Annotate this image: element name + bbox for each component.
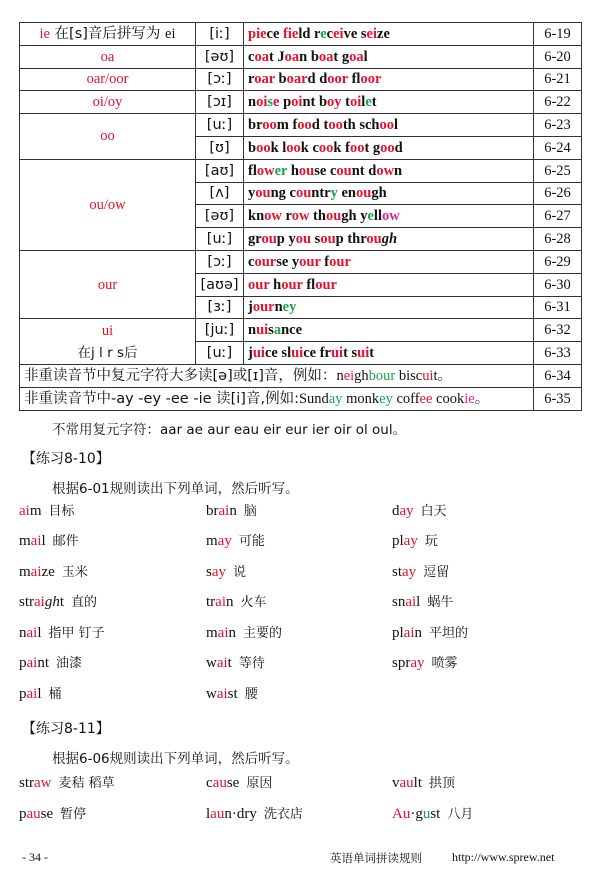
table-row — [20, 23, 582, 46]
rule-code: 6-21 — [534, 68, 582, 91]
table-row — [20, 364, 582, 387]
word-item: cause 原因 — [206, 775, 273, 791]
example-words-cell: know row though yellow — [244, 205, 534, 228]
rule-code: 6-20 — [534, 45, 582, 68]
rule-code: 6-34 — [534, 364, 582, 387]
example-words-cell: group you soup through — [244, 228, 534, 251]
example-words-cell: roar board door floor — [244, 68, 534, 91]
rule-code: 6-26 — [534, 182, 582, 205]
example-words-cell: flower house count down — [244, 159, 534, 182]
ipa-cell: [uː] — [196, 342, 244, 365]
table-row — [20, 387, 582, 410]
rule-code: 6-29 — [534, 250, 582, 273]
exercise-heading: 【练习8-11】 — [22, 721, 110, 737]
rule-code: 6-23 — [534, 114, 582, 137]
table-row — [20, 68, 582, 91]
note-cell: 非重读音节中复元字符大多读[ə]或[ɪ]音，例如：neighbour biscuit。 — [20, 364, 534, 387]
ipa-cell: [juː] — [196, 319, 244, 342]
website-url: http://www.sprew.net — [452, 850, 555, 864]
word-list-exercise-8-11 — [19, 772, 581, 832]
word-item: waist 腰 — [206, 686, 258, 702]
table-row — [20, 250, 582, 273]
note-cell: 非重读音节中-ay -ey -ee -ie 读[i]音,例如:Sunday monkey coffee cookie。 — [20, 387, 534, 410]
example-words-cell: journey — [244, 296, 534, 319]
word-item: pause 暂停 — [19, 806, 87, 822]
ipa-cell: [aʊə] — [196, 273, 244, 296]
ipa-cell: [uː] — [196, 228, 244, 251]
table-row — [20, 319, 582, 342]
exercise-heading: 【练习8-10】 — [22, 451, 110, 467]
letters-cell: ou/ow — [20, 159, 196, 250]
example-words-cell: book look cook foot good — [244, 136, 534, 159]
example-words-cell: coat Joan boat goal — [244, 45, 534, 68]
exercise-instruction: 根据6-01规则读出下列单词，然后听写。 — [52, 481, 299, 497]
rule-code: 6-30 — [534, 273, 582, 296]
example-words-cell: noise point boy toilet — [244, 91, 534, 114]
example-words-cell: juice sluice fruit suit — [244, 342, 534, 365]
word-item: train 火车 — [206, 594, 267, 610]
word-item: play 玩 — [392, 533, 438, 549]
spelling-rules-table — [19, 22, 582, 411]
ipa-cell: [ʌ] — [196, 182, 244, 205]
note-text: 非重读音节中复元字符大多读[ə]或[ɪ]音，例如： — [24, 367, 337, 384]
ipa-cell: [ɔː] — [196, 68, 244, 91]
letters-cell — [20, 319, 196, 365]
example-words-cell: broom food tooth school — [244, 114, 534, 137]
word-item: paint 油漆 — [19, 655, 83, 671]
word-item: snail 蜗牛 — [392, 594, 454, 610]
word-item: aim 目标 — [19, 503, 75, 519]
word-item: mail 邮件 — [19, 533, 79, 549]
ipa-cell: [iː] — [196, 23, 244, 46]
word-item: say 说 — [206, 564, 247, 580]
ipa-cell: [ɔɪ] — [196, 91, 244, 114]
letters-cell: oi/oy — [20, 91, 196, 114]
ipa-cell: [ɜː] — [196, 296, 244, 319]
book-title: 英语单词拼读规则 — [330, 851, 422, 865]
rule-code: 6-24 — [534, 136, 582, 159]
word-item: laun·dry 洗衣店 — [206, 806, 303, 822]
ipa-cell: [aʊ] — [196, 159, 244, 182]
word-item: nail 指甲 钉子 — [19, 625, 105, 641]
word-item: straw 麦秸 稻草 — [19, 775, 115, 791]
word-item: may 可能 — [206, 533, 265, 549]
letters-cell: oar/oor — [20, 68, 196, 91]
rule-code: 6-35 — [534, 387, 582, 410]
word-item: maize 玉米 — [19, 564, 88, 580]
table-row — [20, 91, 582, 114]
example-words-cell: young country enough — [244, 182, 534, 205]
rule-code: 6-19 — [534, 23, 582, 46]
letters-cell: our — [20, 250, 196, 318]
word-item: main 主要的 — [206, 625, 283, 641]
word-item: brain 脑 — [206, 503, 257, 519]
word-item: Au·gust 八月 — [392, 806, 474, 822]
letters-condition: 在j l r s后 — [77, 344, 138, 361]
table-row — [20, 45, 582, 68]
note-text: 非重读音节中-ay -ey -ee -ie 读[i]音,例如: — [24, 390, 299, 407]
word-item: spray 喷雾 — [392, 655, 458, 671]
example-words-cell: piece field receive seize — [244, 23, 534, 46]
word-item: pail 桶 — [19, 686, 62, 702]
example-words-cell: course your four — [244, 250, 534, 273]
example-words-cell: our hour flour — [244, 273, 534, 296]
word-item: day 白天 — [392, 503, 447, 519]
rule-code: 6-25 — [534, 159, 582, 182]
uncommon-digraphs-note: 不常用复元字符：aar ae aur eau eir eur ier oir ol oul。 — [52, 422, 407, 438]
page-number: - 34 - — [22, 850, 48, 864]
letters-label: ui — [101, 322, 114, 339]
word-item: stay 逗留 — [392, 564, 450, 580]
word-item: plain 平坦的 — [392, 625, 469, 641]
ipa-cell: [ʊ] — [196, 136, 244, 159]
letters-cell: ie 在[s]音后拼写为 ei — [20, 23, 196, 46]
word-list-exercise-8-10 — [19, 500, 581, 710]
example-words-cell: nuisance — [244, 319, 534, 342]
ipa-cell: [əʊ] — [196, 205, 244, 228]
rule-code: 6-22 — [534, 91, 582, 114]
exercise-instruction: 根据6-06规则读出下列单词，然后听写。 — [52, 751, 299, 767]
table-row — [20, 159, 582, 182]
rule-code: 6-32 — [534, 319, 582, 342]
ipa-cell: [ɔː] — [196, 250, 244, 273]
rule-code: 6-28 — [534, 228, 582, 251]
letters-cell: oo — [20, 114, 196, 160]
word-item: wait 等待 — [206, 655, 265, 671]
word-item: straight 直的 — [19, 594, 98, 610]
ipa-cell: [əʊ] — [196, 45, 244, 68]
table-row — [20, 114, 582, 137]
ipa-cell: [uː] — [196, 114, 244, 137]
letters-cell: oa — [20, 45, 196, 68]
rule-code: 6-31 — [534, 296, 582, 319]
rule-code: 6-27 — [534, 205, 582, 228]
word-item: vault 拱顶 — [392, 775, 456, 791]
rule-code: 6-33 — [534, 342, 582, 365]
